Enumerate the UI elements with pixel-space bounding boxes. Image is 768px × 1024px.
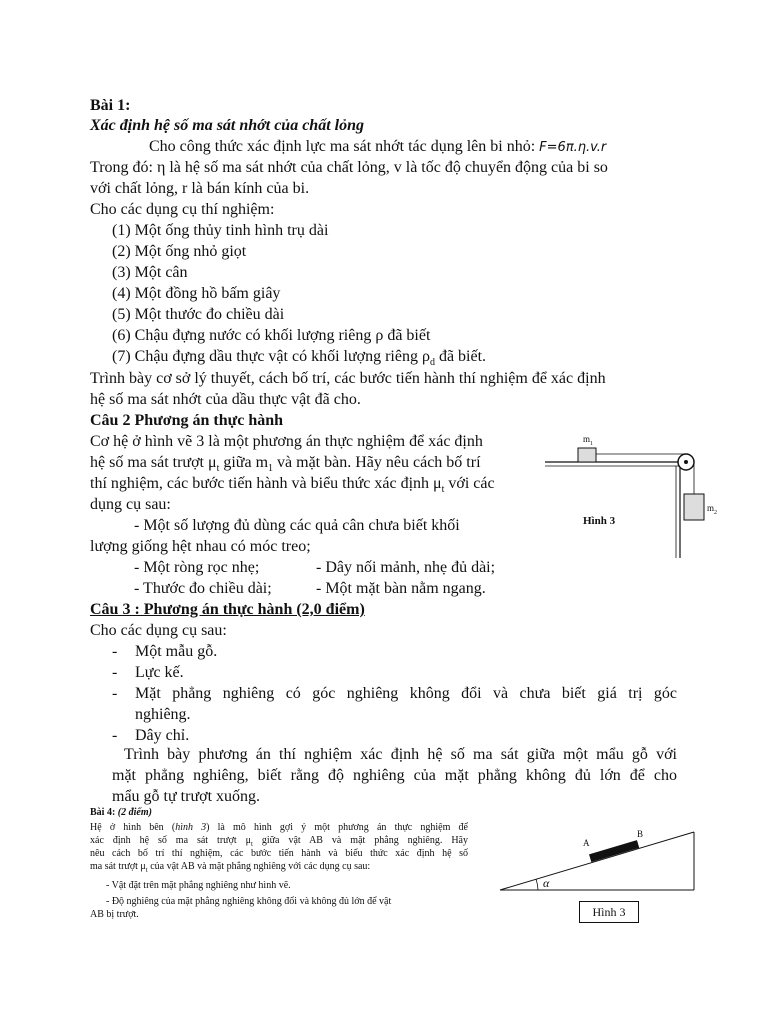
tool-num: (4) bbox=[112, 285, 131, 302]
cau2-l2b: giữa m bbox=[219, 454, 269, 471]
bai1-title: Xác định hệ số ma sát nhớt của chất lỏng bbox=[90, 117, 364, 134]
tool-num: (3) bbox=[112, 264, 131, 281]
cau3-para2: mặt phẳng nghiêng, biết rằng độ nghiêng của mặt phẳng không đủ lớn để cho bbox=[112, 767, 677, 784]
bai4-l4b: của vật AB và mặt phẳng nghiêng với các dụng cụ sau: bbox=[147, 861, 371, 872]
cau2-line4: dụng cụ sau: bbox=[90, 496, 171, 513]
tool-num: (5) bbox=[112, 306, 131, 323]
tool-text: Một cân bbox=[134, 264, 188, 281]
label-m1-sub: 1 bbox=[590, 440, 594, 447]
tool-item bbox=[112, 263, 188, 283]
tool-num: (1) bbox=[112, 222, 131, 239]
bai4-l4sub: t bbox=[145, 866, 148, 874]
cau2-l2c: và mặt bàn. Hãy nêu cách bố trí bbox=[273, 454, 481, 471]
tool-text: Chậu đựng dầu thực vật có khối lượng riêng ρ bbox=[134, 348, 430, 365]
cau2-line7a: - Một ròng rọc nhẹ; bbox=[134, 559, 260, 576]
bai4-l2b: giữa vật AB và mặt phẳng nghiêng. Hãy bbox=[252, 835, 468, 846]
cau2-line1: Cơ hệ ở hình vẽ 3 là một phương án thực nghiệm để xác định bbox=[90, 433, 483, 450]
bai4-line7: AB bị trượt. bbox=[90, 909, 139, 920]
friction-formula: F=6π.η.v.r bbox=[539, 140, 607, 155]
cau2-l2sub1: t bbox=[216, 463, 220, 475]
bai4-l4a: ma sát trượt μ bbox=[90, 861, 146, 872]
pulley-axle bbox=[684, 460, 688, 464]
cau2-heading: Câu 2 Phương án thực hành bbox=[90, 412, 284, 429]
bai4-l2a: xác định hệ số ma sát trượt μ bbox=[90, 835, 251, 846]
cau3-bullet: - bbox=[112, 643, 118, 660]
cau2-line8a: - Thước đo chiều dài; bbox=[134, 580, 272, 597]
cau3-bullet: - bbox=[112, 727, 118, 744]
bai4-line5: - Vật đặt trên mặt phẳng nghiêng như hình vẽ. bbox=[106, 880, 291, 891]
bai4-l1a: Hệ ở hình bên ( bbox=[90, 822, 176, 833]
cau2-line7b: - Dây nối mảnh, nhẹ đủ dài; bbox=[316, 559, 496, 576]
bai4-l1i: hình 3 bbox=[175, 822, 207, 833]
cau2-line8b: - Một mặt bàn nằm ngang. bbox=[316, 580, 486, 597]
cau3-bullet-text-cont: nghiêng. bbox=[135, 706, 191, 723]
tool-item bbox=[112, 242, 246, 262]
cau3-para3: mẩu gỗ tự trượt xuống. bbox=[112, 788, 261, 805]
bai4-line1 bbox=[90, 821, 468, 834]
tool-sub: d bbox=[429, 357, 435, 369]
cau3-bullet: - bbox=[112, 664, 118, 681]
cau2-line3 bbox=[90, 474, 495, 494]
tool-text: Một ống thủy tinh hình trụ dài bbox=[134, 222, 329, 239]
bai1-conclusion-1: Trình bày cơ sở lý thuyết, cách bố trí, các bước tiến hành thí nghiệm để xác định bbox=[90, 370, 606, 387]
tool-item bbox=[112, 347, 486, 367]
label-alpha: α bbox=[543, 876, 550, 890]
tool-num: (7) bbox=[112, 348, 131, 365]
label-m2 bbox=[707, 502, 717, 515]
bai1-line2: Trong đó: η là hệ số ma sát nhớt của chất lỏng, v là tốc độ chuyển động của bi so bbox=[90, 159, 608, 176]
cau2-l3sub: t bbox=[441, 484, 445, 496]
tool-tail: đã biết. bbox=[434, 348, 487, 365]
cau2-line6: lượng giống hệt nhau có móc treo; bbox=[90, 538, 311, 555]
cau3-bullet: - bbox=[112, 685, 118, 702]
label-b: B bbox=[637, 829, 644, 839]
tool-item bbox=[112, 284, 280, 304]
incline-surface bbox=[500, 832, 694, 890]
tool-item bbox=[112, 305, 284, 325]
bai1-intro-text: Cho công thức xác định lực ma sát nhớt tác dụng lên bi nhỏ: bbox=[149, 138, 536, 155]
label-m1 bbox=[583, 433, 593, 446]
tool-text: Một ống nhỏ giọt bbox=[134, 243, 247, 260]
label-m1-text: m bbox=[583, 434, 591, 444]
cau2-l3b: với các bbox=[444, 475, 495, 492]
label-m2-sub: 2 bbox=[714, 509, 718, 516]
tool-item bbox=[112, 326, 430, 346]
bai4-line2 bbox=[90, 834, 468, 847]
block-m2 bbox=[684, 494, 704, 520]
bai1-heading: Bài 1: bbox=[90, 97, 131, 114]
angle-arc bbox=[536, 879, 538, 890]
bai1-intro bbox=[149, 137, 606, 158]
cau2-l2a: hệ số ma sát trượt μ bbox=[90, 454, 217, 471]
bai1-tools-intro: Cho các dụng cụ thí nghiệm: bbox=[90, 201, 275, 218]
figure3-caption: Hình 3 bbox=[583, 515, 616, 527]
cau3-para1: Trình bày phương án thí nghiệm xác định hệ số ma sát giữa một mẩu gỗ với bbox=[124, 746, 677, 763]
bai4-points: (2 điểm) bbox=[117, 807, 152, 818]
bai4-line6: - Độ nghiêng của mặt phẳng nghiêng không đổi và không đủ lớn để vật bbox=[106, 896, 392, 907]
tool-num: (2) bbox=[112, 243, 131, 260]
tool-text: Chậu đựng nước có khối lượng riêng ρ đã biết bbox=[134, 327, 431, 344]
bai4-line4 bbox=[90, 860, 370, 873]
incline-figure bbox=[498, 826, 698, 896]
bai1-conclusion-2: hệ số ma sát nhớt của dầu thực vật đã cho. bbox=[90, 391, 361, 408]
cau3-bullet-text: Một mẫu gỗ. bbox=[135, 643, 218, 660]
bai4-l2sub: t bbox=[250, 840, 253, 848]
tool-text: Một thước đo chiều dài bbox=[134, 306, 285, 323]
tool-text: Một đồng hồ bấm giây bbox=[134, 285, 281, 302]
tool-num: (6) bbox=[112, 327, 131, 344]
cau2-line2 bbox=[90, 453, 481, 473]
cau3-bullet-text: Mặt phẳng nghiêng có góc nghiêng không đổi và chưa biết giá trị góc bbox=[135, 685, 677, 702]
label-m2-text: m bbox=[707, 503, 715, 513]
cau3-heading: Câu 3 : Phương án thực hành (2,0 điểm) bbox=[90, 601, 365, 618]
cau3-bullet-text: Dây chỉ. bbox=[135, 727, 190, 744]
bai4-line3: nêu cách bố trí thí nghiệm, các bước tiến hành và biểu thức xác định hệ số bbox=[90, 848, 468, 859]
block-m1 bbox=[578, 448, 596, 462]
label-a: A bbox=[583, 838, 590, 848]
figure3b-caption: Hình 3 bbox=[579, 901, 639, 923]
bai4-l1b: ) là mô hình gợi ý một phương án thực nghiệm để bbox=[206, 822, 468, 833]
bai1-line3: với chất lỏng, r là bán kính của bi. bbox=[90, 180, 310, 197]
cau3-intro: Cho các dụng cụ sau: bbox=[90, 622, 227, 639]
cau3-bullet-text: Lực kế. bbox=[135, 664, 184, 681]
bai4-heading-line bbox=[90, 806, 152, 819]
cau2-line5: - Một số lượng đủ dùng các quả cân chưa biết khối bbox=[134, 517, 460, 534]
cau2-l2sub2: 1 bbox=[268, 463, 274, 475]
cau2-l3a: thí nghiệm, các bước tiến hành và biểu thức xác định μ bbox=[90, 475, 442, 492]
pulley-figure bbox=[540, 430, 730, 560]
tool-item bbox=[112, 221, 328, 241]
bai4-heading: Bài 4: bbox=[90, 807, 116, 818]
